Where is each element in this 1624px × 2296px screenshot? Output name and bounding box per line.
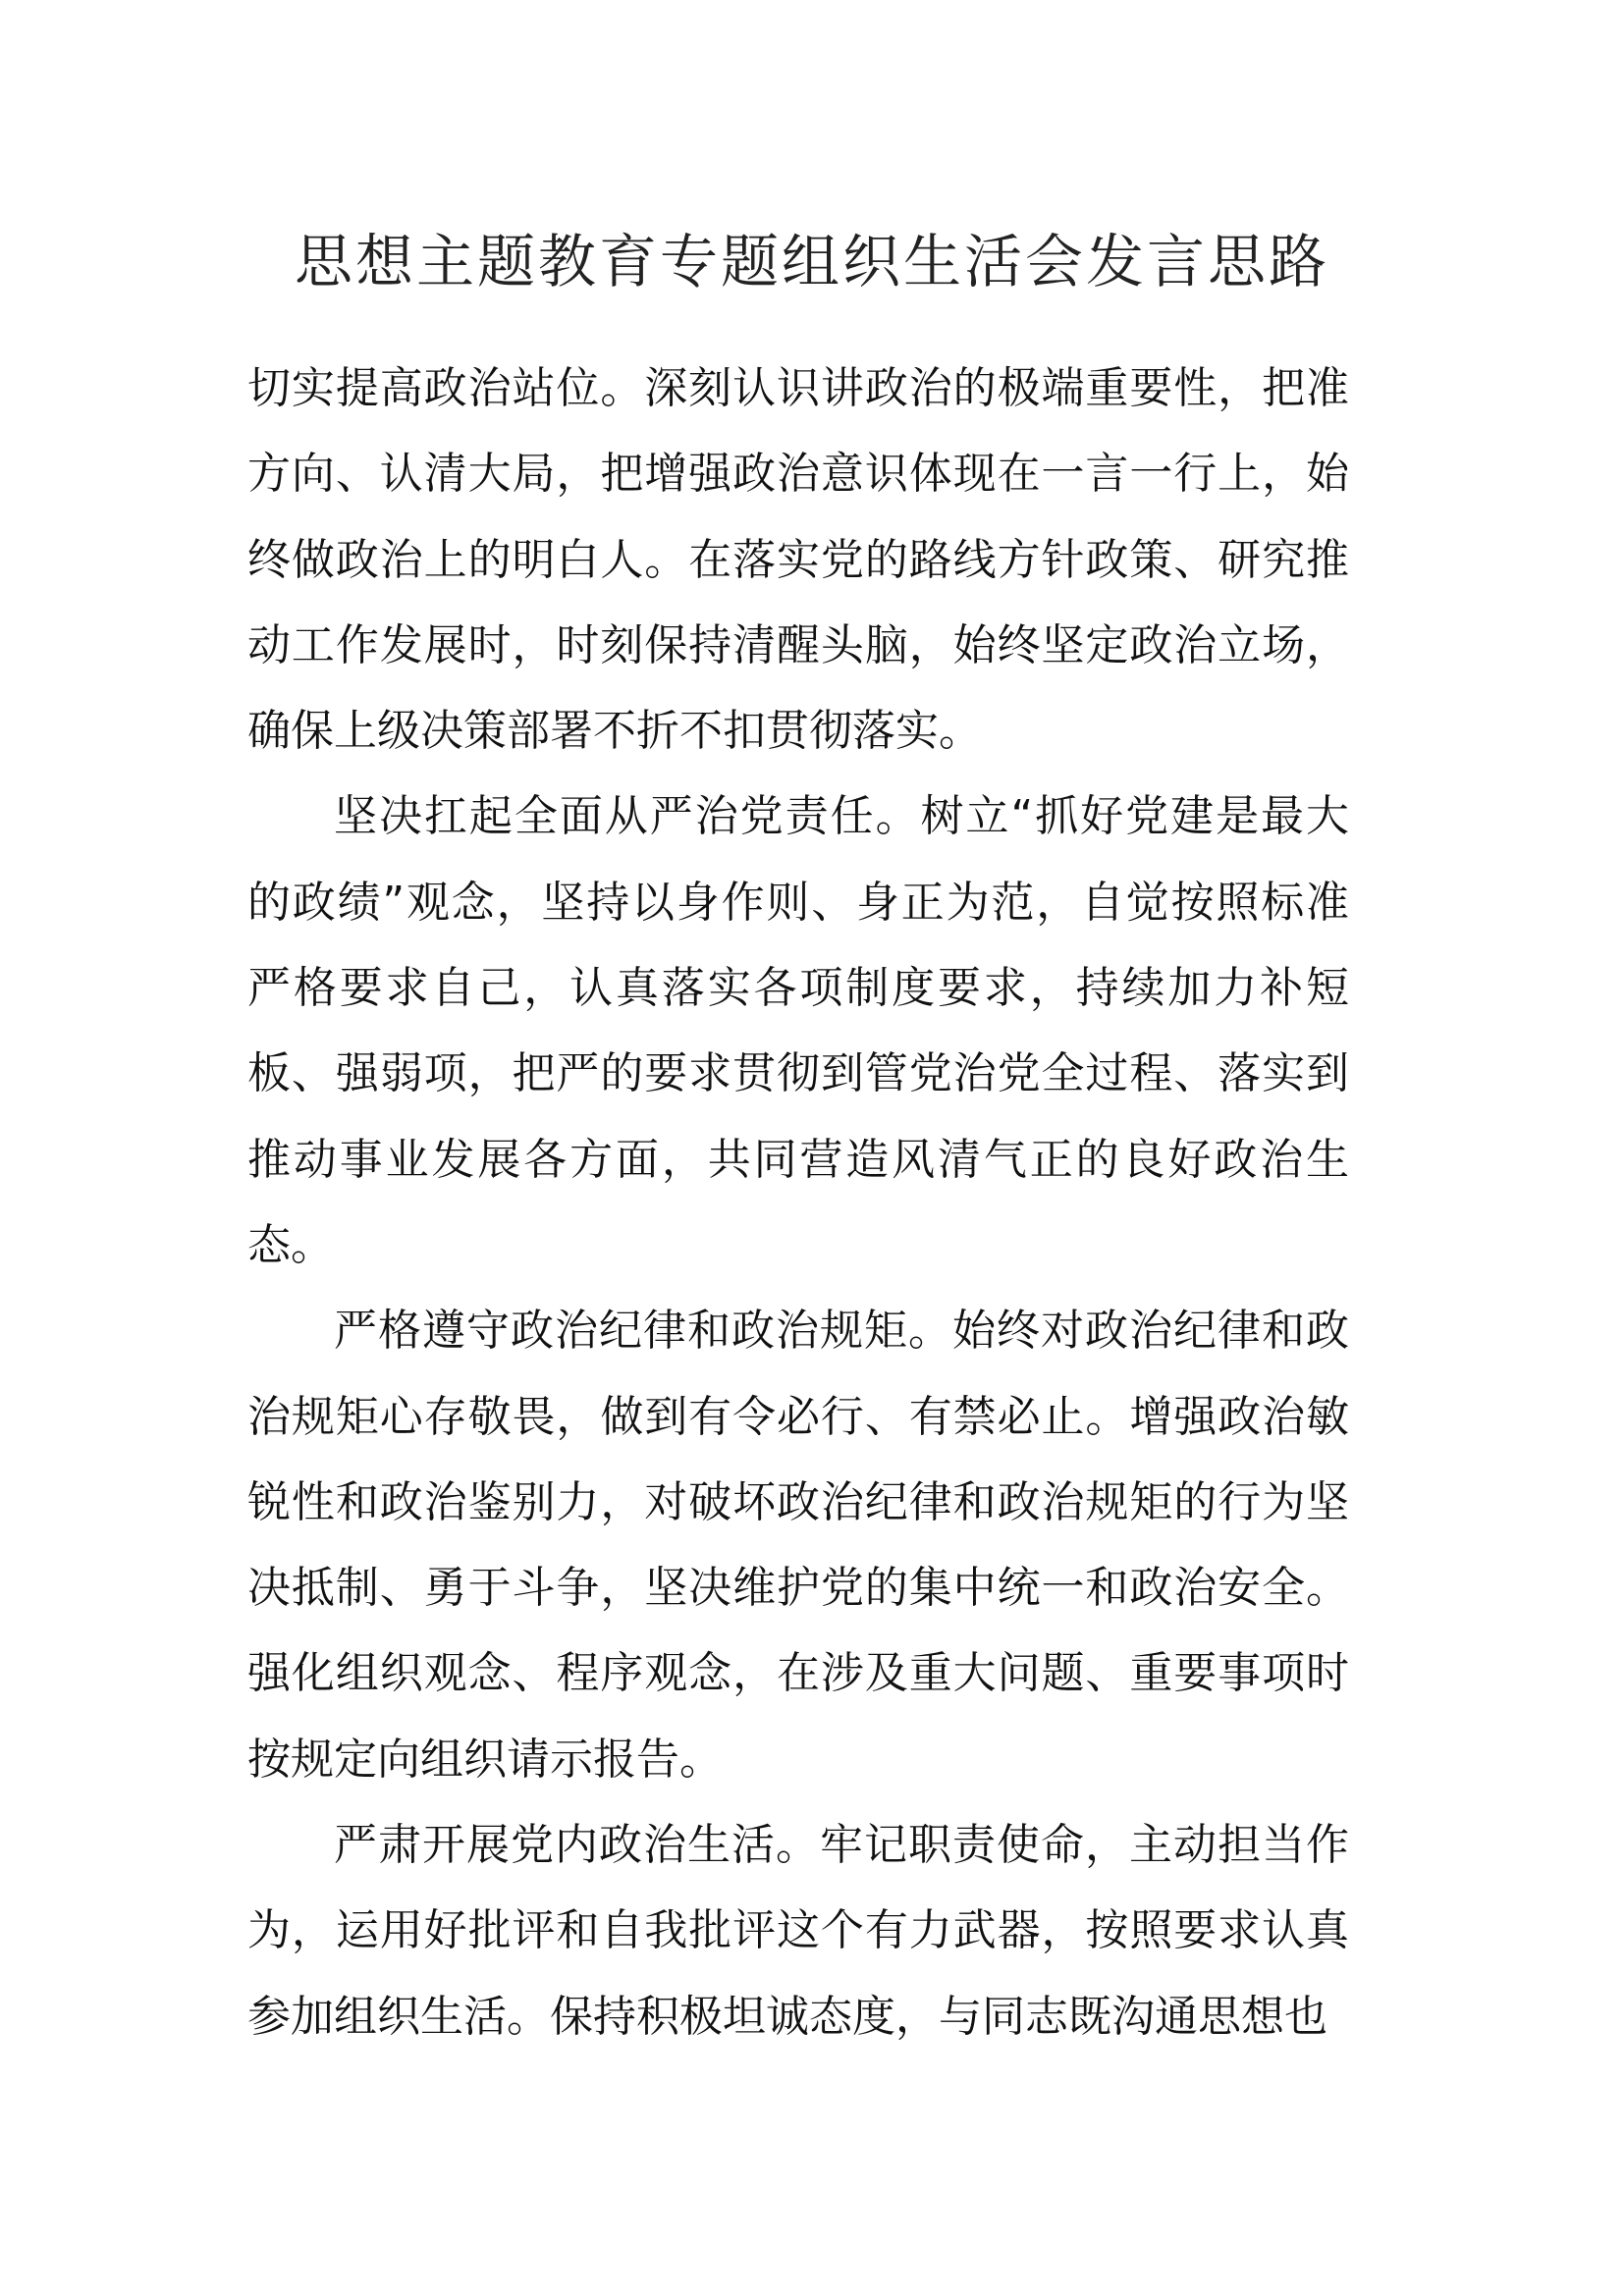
document-body	[247, 346, 1349, 2059]
paragraph-political-stance: 切实提高政治站位。深刻认识讲政治的极端重要性，把准方向、认清大局，把增强政治意识体现在一言一行上，始终做政治上的明白人。在落实党的路线方针政策、研究推动工作发展时，时刻保持清醒头脑，始终坚定政治立场，确保上级决策部署不折不扣贯彻落实。	[247, 363, 1349, 757]
page-title: 思想主题教育专题组织生活会发言思路	[294, 228, 1329, 295]
paragraph-party-political-life: 严肃开展党内政治生活。牢记职责使命，主动担当作为，运用好批评和自我批评这个有力武器，按照要求认真参加组织生活。保持积极坦诚态度，与同志既沟通思想也	[247, 1820, 1349, 2042]
paragraph-party-discipline-responsibility: 坚决扛起全面从严治党责任。树立“抓好党建是最大的政绩”观念，坚持以身作则、身正为范，自觉按照标准严格要求自己，认真落实各项制度要求，持续加力补短板、强弱项，把严的要求贯彻到管党治党全过程、落实到推动事业发展各方面，共同营造风清气正的良好政治生态。	[247, 791, 1349, 1270]
paragraph-political-rules: 严格遵守政治纪律和政治规矩。始终对政治纪律和政治规矩心存敬畏，做到有令必行、有禁必止。增强政治敏锐性和政治鉴别力，对破坏政治纪律和政治规矩的行为坚决抵制、勇于斗争，坚决维护党的集中统一和政治安全。强化组织观念、程序观念，在涉及重大问题、重要事项时按规定向组织请示报告。	[247, 1306, 1349, 1785]
